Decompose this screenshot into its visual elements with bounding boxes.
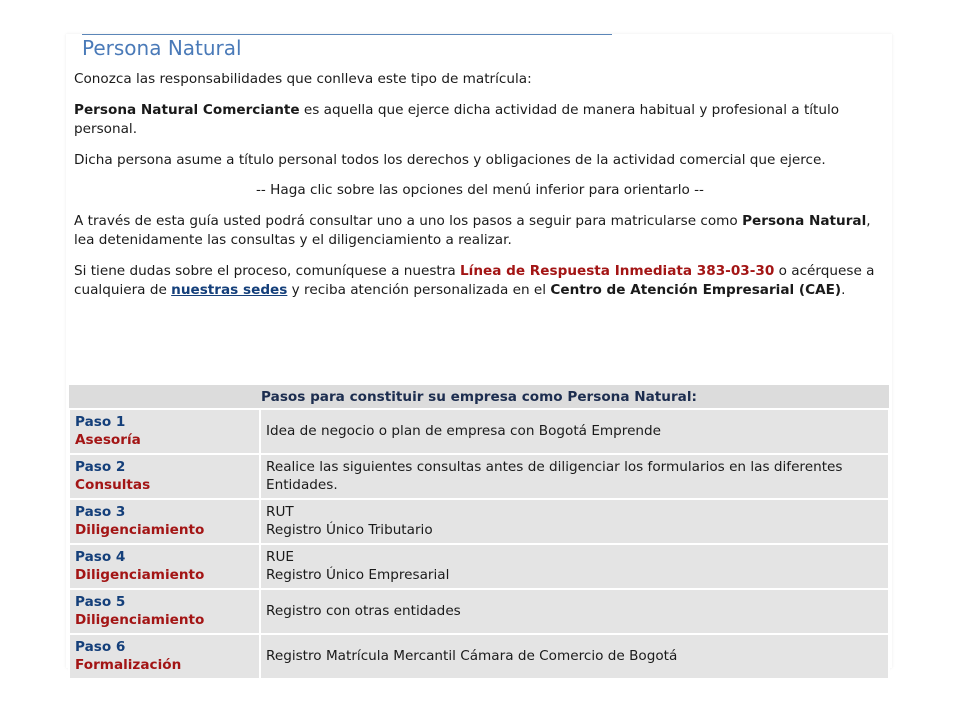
table-row[interactable]: [69, 589, 889, 634]
intro-text: Conozca las responsabilidades que conlleva este tipo de matrícula:: [74, 71, 532, 87]
step-number: Paso 5: [75, 594, 126, 610]
step-number: Paso 4: [75, 549, 126, 565]
step-description-line: Registro Único Empresarial: [266, 566, 450, 583]
step-description: [260, 409, 889, 454]
obligations-paragraph: Dicha persona asume a título personal todos los derechos y obligaciones de la actividad comercial que ejerce.: [74, 151, 826, 168]
step-cell[interactable]: [69, 409, 260, 454]
step-description: [260, 589, 889, 634]
sedes-link[interactable]: nuestras sedes: [171, 282, 288, 298]
definition-term: Persona Natural Comerciante: [74, 101, 300, 118]
contact-paragraph: [74, 262, 886, 301]
step-name: Asesoría: [75, 431, 141, 448]
step-name: Formalización: [75, 656, 182, 673]
step-number: Paso 6: [75, 639, 126, 655]
definition-text: es aquella que ejerce dicha actividad de manera habitual y profesional a título personal.: [74, 101, 840, 137]
step-description-line: Registro Matrícula Mercantil Cámara de Comercio de Bogotá: [266, 647, 678, 664]
page-title: Persona Natural: [82, 36, 242, 60]
steps-table-header: Pasos para constituir su empresa como Persona Natural:: [69, 385, 889, 409]
contact-text-c: y reciba atención personalizada en el: [287, 282, 551, 298]
step-description-line: Registro Único Tributario: [266, 521, 433, 538]
phone-line: Línea de Respuesta Inmediata 383-03-30: [460, 262, 775, 279]
step-description: [260, 454, 889, 499]
step-name: Diligenciamiento: [75, 521, 205, 538]
step-number: Paso 3: [75, 504, 126, 520]
intro-section: [74, 70, 886, 312]
step-name: Diligenciamiento: [75, 566, 205, 583]
step-number: Paso 2: [75, 459, 126, 475]
step-description: [260, 634, 889, 679]
steps-table: [68, 385, 890, 680]
contact-text-a: Si tiene dudas sobre el proceso, comuníquese a nuestra: [74, 262, 460, 279]
step-description-line: Idea de negocio o plan de empresa con Bogotá Emprende: [266, 422, 662, 439]
step-cell[interactable]: [69, 589, 260, 634]
guide-text-b: , lea detenidamente las consultas y el diligenciamiento a realizar.: [74, 212, 871, 248]
step-description-line: RUE: [266, 549, 294, 565]
step-cell[interactable]: [69, 544, 260, 589]
cae-name: Centro de Atención Empresarial (CAE): [550, 282, 842, 298]
guide-text-a: A través de esta guía usted podrá consultar uno a uno los pasos a seguir para matricularse como: [74, 212, 743, 229]
table-row[interactable]: [69, 634, 889, 679]
step-description: [260, 544, 889, 589]
step-cell[interactable]: [69, 499, 260, 544]
table-row[interactable]: [69, 544, 889, 589]
table-row[interactable]: [69, 454, 889, 499]
table-row[interactable]: [69, 409, 889, 454]
step-description-line: RUT: [266, 504, 294, 520]
definition-paragraph: [74, 101, 886, 140]
table-row[interactable]: [69, 499, 889, 544]
step-description: [260, 499, 889, 544]
contact-text-d: .: [841, 282, 846, 298]
guide-paragraph: [74, 212, 886, 251]
step-name: Diligenciamiento: [75, 611, 205, 628]
step-description-line: Realice las siguientes consultas antes de diligenciar los formularios en las diferentes Entidades.: [266, 459, 843, 493]
menu-hint: -- Haga clic sobre las opciones del menú inferior para orientarlo --: [256, 182, 704, 198]
step-cell[interactable]: [69, 454, 260, 499]
step-description-line: Registro con otras entidades: [266, 602, 461, 619]
title-rule: [82, 34, 612, 35]
step-number: Paso 1: [75, 414, 126, 430]
step-name: Consultas: [75, 476, 151, 493]
contact-text-b: o acérquese a cualquiera de: [74, 262, 875, 298]
guide-term: Persona Natural: [742, 212, 867, 229]
step-cell[interactable]: [69, 634, 260, 679]
